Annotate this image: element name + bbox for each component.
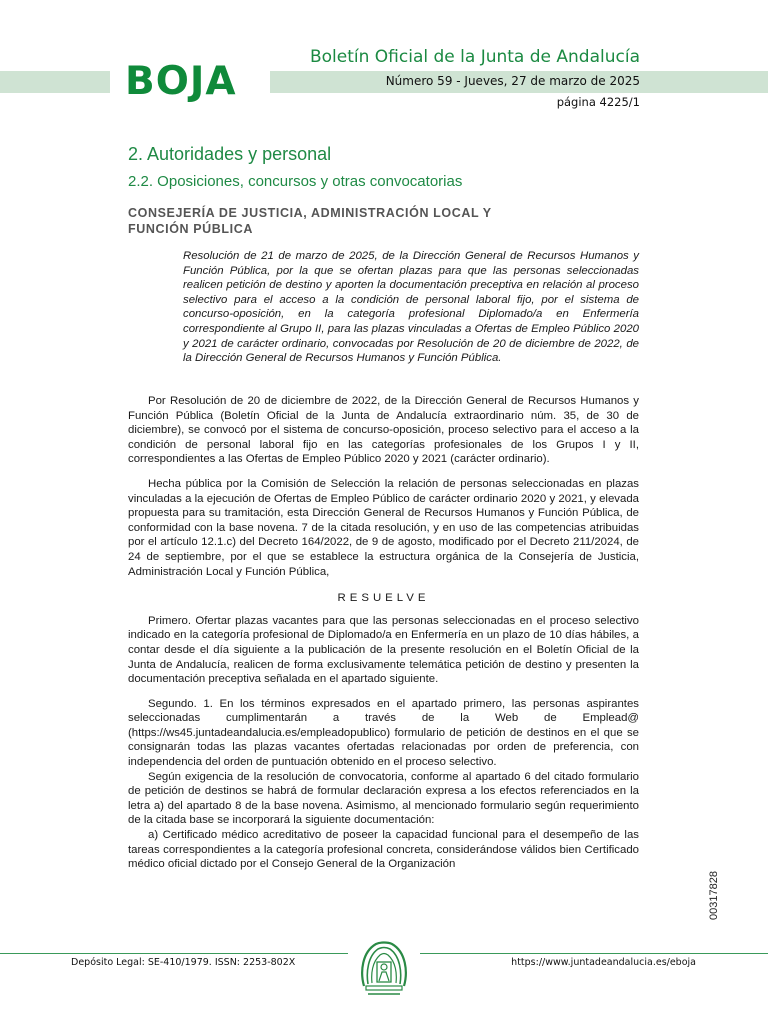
- page-number: página 4225/1: [556, 95, 640, 109]
- resolution-summary: Resolución de 21 de marzo de 2025, de la Dirección General de Recursos Humanos y Función Pública, por la que se ofertan plazas para que las personas seleccionadas realicen petición de destino y aporten la documentación preceptiva en relación al proceso selectivo para el acceso a la condición de personal laboral fijo, por el sistema de concurso-oposición, en la categoría profesional Diplomado/a en Enfermería correspondiente al Grupo II, para las plazas vinculadas a Ofertas de Empleo Público 2020 y 2021 de carácter ordinario, convocadas por Resolución de 20 de diciembre de 2022, de la Dirección General de Recursos Humanos y Función Pública.: [183, 250, 639, 365]
- issue-line: Número 59 - Jueves, 27 de marzo de 2025: [385, 74, 640, 88]
- footer-legal: Depósito Legal: SE-410/1979. ISSN: 2253-802X: [71, 957, 296, 968]
- section-title: 2. Autoridades y personal: [128, 144, 332, 164]
- document-body: [128, 394, 639, 872]
- paragraph-5: Según exigencia de la resolución de convocatoria, conforme al apartado 6 del citado formulario de petición de destinos se habrá de formular declaración expresa a los efectos referenciados en la letra a) del apartado 8 de la base novena. Asimismo, al mencionado formulario según requerimiento de la citada base se incorporará la siguiente documentación:: [128, 770, 639, 827]
- subsection-title: 2.2. Oposiciones, concursos y otras convocatorias: [128, 173, 463, 190]
- footer-url[interactable]: https://www.juntadeandalucia.es/eboja: [511, 957, 696, 968]
- footer-divider-left: [0, 953, 348, 954]
- document-code: 00317828: [708, 871, 720, 920]
- paragraph-primero: Primero. Ofertar plazas vacantes para que las personas seleccionadas en el proceso selectivo indicado en la categoría profesional de Diplomado/a en Enfermería en un plazo de 10 días hábiles, a contar desde el día siguiente a la publicación de la presente resolución en el Boletín Oficial de la Junta de Andalucía, realicen de forma exclusivamente telemática petición de destino y presenten la documentación preceptiva señalada en el apartado siguiente.: [128, 614, 639, 686]
- boja-logo: BOJA: [125, 59, 237, 104]
- andalucia-coat-of-arms-icon: [358, 938, 410, 998]
- header-band-left: [0, 71, 110, 93]
- footer-divider-right: [420, 953, 768, 954]
- bulletin-title: Boletín Oficial de la Junta de Andalucía: [309, 47, 640, 67]
- paragraph-2: Hecha pública por la Comisión de Selección la relación de personas seleccionadas en plazas vinculadas a la ejecución de Ofertas de Empleo Público de carácter ordinario 2020 y 2021, y elevada propuesta para su tramitación, esta Dirección General de Recursos Humanos y Función Pública, de conformidad con la base novena. 7 de la citada resolución, y en uso de las competencias atribuidas por el artículo 12.1.c) del Decreto 164/2022, de 9 de agosto, modificado por el Decreto 211/2024, de 24 de septiembre, por el que se establece la estructura orgánica de la Consejería de Justicia, Administración Local y Función Pública,: [128, 477, 639, 578]
- resuelve-heading: RESUELVE: [337, 592, 430, 605]
- paragraph-segundo: Segundo. 1. En los términos expresados en el apartado primero, las personas aspirantes seleccionadas cumplimentarán a través de la Web de Emplead@ (https://ws45.juntadeandalucia.es/empleadopublico) formulario de petición de destinos en el que se consignarán todas las plazas vacantes ofertadas relacionadas por orden de preferencia, con independencia del orden de puntuación obtenido en el proceso selectivo.: [128, 697, 639, 769]
- ministry-heading: CONSEJERÍA DE JUSTICIA, ADMINISTRACIÓN LOCAL Y FUNCIÓN PÚBLICA: [128, 206, 492, 236]
- paragraph-1: Por Resolución de 20 de diciembre de 2022, de la Dirección General de Recursos Humanos y Función Pública (Boletín Oficial de la Junta de Andalucía extraordinario núm. 35, de 30 de diciembre), se convocó por el sistema de concurso-oposición, proceso selectivo para el acceso a la condición de personal laboral fijo en las categorías profesionales de los Grupos I y II, correspondientes a las Ofertas de Empleo Público 2020 y 2021 (carácter ordinario).: [128, 395, 639, 466]
- paragraph-6: a) Certificado médico acreditativo de poseer la capacidad funcional para el desempeño de las tareas correspondientes a la categoría profesional concreta, considerándose válidos bien Certificado médico oficial dictado por el Consejo General de la Organización: [128, 829, 639, 871]
